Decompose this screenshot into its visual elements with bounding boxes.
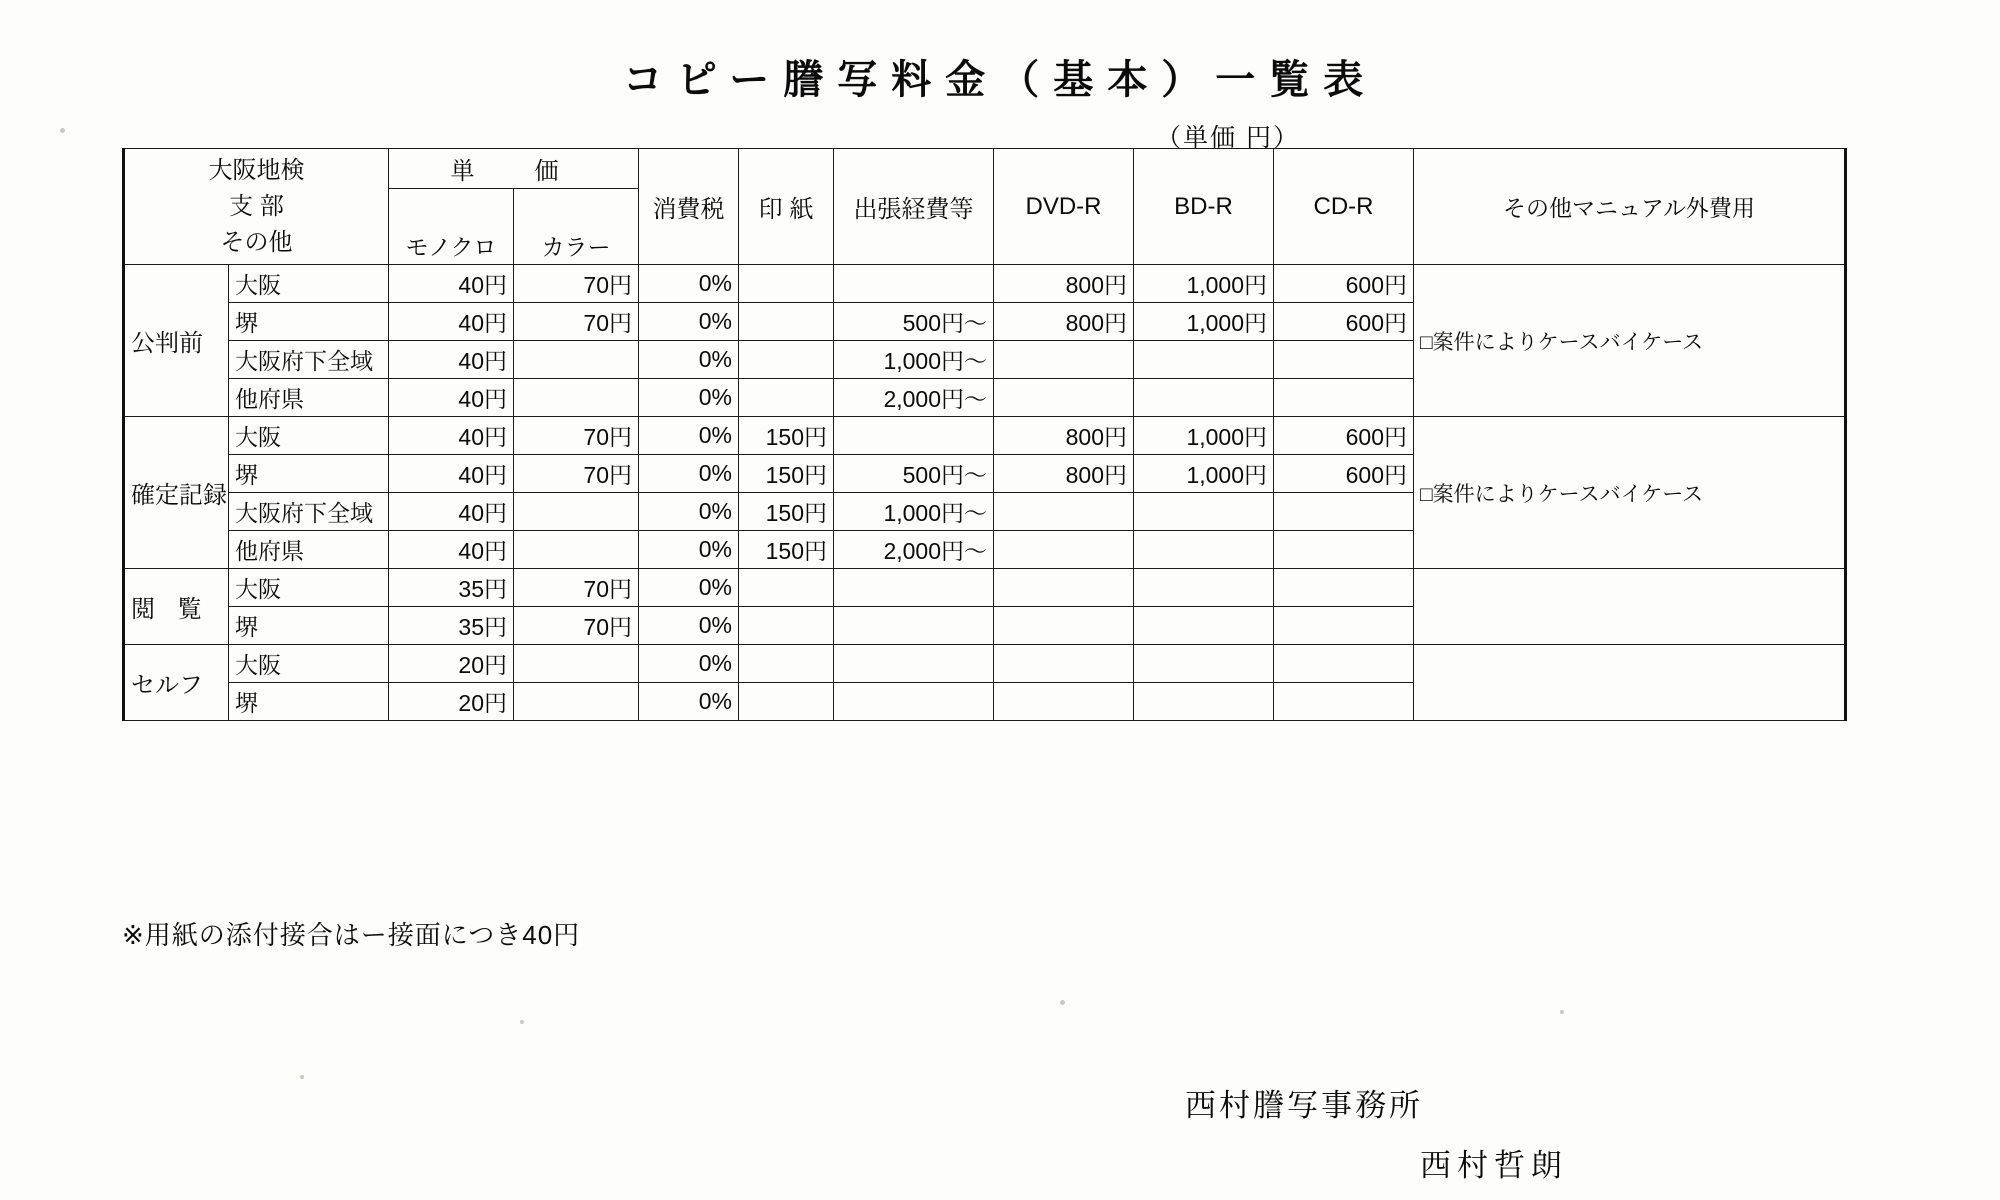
cell-stamp bbox=[739, 379, 834, 417]
cell-stamp bbox=[739, 607, 834, 645]
subregion-label: 他府県 bbox=[229, 531, 389, 569]
cell-bd bbox=[1134, 341, 1274, 379]
cell-tax: 0% bbox=[639, 303, 739, 341]
cell-bd bbox=[1134, 607, 1274, 645]
cell-color bbox=[514, 531, 639, 569]
group-label-kakuteikiroku: 確定記録 bbox=[124, 417, 229, 569]
header-dvd-r: DVD-R bbox=[994, 149, 1134, 265]
header-mono-spacer bbox=[389, 189, 514, 227]
cell-stamp bbox=[739, 569, 834, 607]
cell-stamp: 150円 bbox=[739, 455, 834, 493]
cell-dvd: 800円 bbox=[994, 417, 1134, 455]
cell-stamp: 150円 bbox=[739, 493, 834, 531]
cell-dvd bbox=[994, 379, 1134, 417]
cell-dvd bbox=[994, 569, 1134, 607]
cell-dvd: 800円 bbox=[994, 455, 1134, 493]
corner-line-1: 大阪地検 bbox=[208, 156, 305, 184]
header-tax: 消費税 bbox=[639, 149, 739, 265]
cell-tax: 0% bbox=[639, 379, 739, 417]
footnote: ※用紙の添付接合はー接面につき40円 bbox=[122, 920, 581, 950]
header-color: カラー bbox=[514, 227, 639, 265]
cell-mono: 40円 bbox=[389, 531, 514, 569]
cell-travel: 1,000円〜 bbox=[834, 493, 994, 531]
cell-stamp bbox=[739, 645, 834, 683]
header-unit-price: 単 価 bbox=[389, 149, 639, 189]
scan-speck bbox=[520, 1020, 524, 1024]
cell-misc-note bbox=[1414, 569, 1846, 645]
cell-bd bbox=[1134, 569, 1274, 607]
cell-color: 70円 bbox=[514, 265, 639, 303]
table-row bbox=[124, 645, 1846, 683]
subregion-label: 大阪 bbox=[229, 645, 389, 683]
corner-line-2: 支 部 bbox=[229, 192, 284, 220]
subregion-label: 堺 bbox=[229, 303, 389, 341]
cell-stamp: 150円 bbox=[739, 417, 834, 455]
header-cd-r: CD-R bbox=[1274, 149, 1414, 265]
cell-mono: 35円 bbox=[389, 569, 514, 607]
cell-cd bbox=[1274, 683, 1414, 721]
cell-color bbox=[514, 493, 639, 531]
cell-tax: 0% bbox=[639, 455, 739, 493]
cell-color bbox=[514, 645, 639, 683]
cell-misc-note: □案件によりケースバイケース bbox=[1414, 265, 1846, 417]
cell-dvd: 800円 bbox=[994, 303, 1134, 341]
cell-color: 70円 bbox=[514, 303, 639, 341]
cell-mono: 40円 bbox=[389, 493, 514, 531]
cell-travel: 1,000円〜 bbox=[834, 341, 994, 379]
cell-cd: 600円 bbox=[1274, 417, 1414, 455]
cell-stamp bbox=[739, 265, 834, 303]
scan-speck bbox=[60, 128, 65, 133]
cell-mono: 40円 bbox=[389, 341, 514, 379]
cell-mono: 20円 bbox=[389, 645, 514, 683]
table-row bbox=[124, 417, 1846, 455]
cell-bd bbox=[1134, 379, 1274, 417]
cell-misc-note: □案件によりケースバイケース bbox=[1414, 417, 1846, 569]
cell-mono: 40円 bbox=[389, 379, 514, 417]
corner-line-3: その他 bbox=[220, 228, 293, 256]
cell-travel bbox=[834, 645, 994, 683]
unit-note: （単価 円） bbox=[1156, 124, 1300, 152]
subregion-label: 大阪 bbox=[229, 417, 389, 455]
cell-dvd bbox=[994, 341, 1134, 379]
cell-tax: 0% bbox=[639, 265, 739, 303]
cell-dvd bbox=[994, 607, 1134, 645]
cell-travel bbox=[834, 607, 994, 645]
page-title: コピー謄写料金（基本）一覧表 bbox=[622, 58, 1378, 102]
cell-color: 70円 bbox=[514, 569, 639, 607]
cell-dvd bbox=[994, 531, 1134, 569]
office-name: 西村謄写事務所 bbox=[1185, 1088, 1423, 1123]
cell-tax: 0% bbox=[639, 493, 739, 531]
group-label-etsuran: 閲 覧 bbox=[124, 569, 229, 645]
table-header bbox=[124, 149, 1846, 265]
header-misc-cost: その他マニュアル外費用 bbox=[1414, 149, 1846, 265]
scan-speck bbox=[300, 1075, 304, 1079]
cell-dvd: 800円 bbox=[994, 265, 1134, 303]
header-travel-expense: 出張経費等 bbox=[834, 149, 994, 265]
cell-stamp bbox=[739, 303, 834, 341]
cell-cd: 600円 bbox=[1274, 455, 1414, 493]
cell-cd bbox=[1274, 341, 1414, 379]
cell-tax: 0% bbox=[639, 607, 739, 645]
subregion-label: 堺 bbox=[229, 607, 389, 645]
cell-tax: 0% bbox=[639, 569, 739, 607]
cell-color bbox=[514, 379, 639, 417]
cell-travel: 500円〜 bbox=[834, 303, 994, 341]
table-body bbox=[124, 265, 1846, 721]
cell-cd: 600円 bbox=[1274, 303, 1414, 341]
subregion-label: 堺 bbox=[229, 455, 389, 493]
cell-cd bbox=[1274, 607, 1414, 645]
cell-cd bbox=[1274, 493, 1414, 531]
header-bd-r: BD-R bbox=[1134, 149, 1274, 265]
cell-travel bbox=[834, 683, 994, 721]
header-corner-region bbox=[124, 149, 389, 265]
cell-tax: 0% bbox=[639, 531, 739, 569]
cell-bd bbox=[1134, 493, 1274, 531]
cell-mono: 40円 bbox=[389, 265, 514, 303]
subregion-label: 大阪府下全域 bbox=[229, 493, 389, 531]
cell-dvd bbox=[994, 645, 1134, 683]
cell-color: 70円 bbox=[514, 607, 639, 645]
subregion-label: 大阪 bbox=[229, 265, 389, 303]
cell-color: 70円 bbox=[514, 417, 639, 455]
price-table bbox=[122, 148, 1847, 721]
cell-bd: 1,000円 bbox=[1134, 265, 1274, 303]
cell-cd: 600円 bbox=[1274, 265, 1414, 303]
cell-color bbox=[514, 683, 639, 721]
group-label-kohanmae: 公判前 bbox=[124, 265, 229, 417]
cell-color bbox=[514, 341, 639, 379]
table-row bbox=[124, 569, 1846, 607]
cell-stamp bbox=[739, 683, 834, 721]
subregion-label: 大阪 bbox=[229, 569, 389, 607]
cell-cd bbox=[1274, 569, 1414, 607]
group-label-self: セルフ bbox=[124, 645, 229, 721]
cell-tax: 0% bbox=[639, 683, 739, 721]
cell-bd: 1,000円 bbox=[1134, 417, 1274, 455]
cell-bd: 1,000円 bbox=[1134, 455, 1274, 493]
cell-cd bbox=[1274, 379, 1414, 417]
cell-bd: 1,000円 bbox=[1134, 303, 1274, 341]
cell-travel bbox=[834, 569, 994, 607]
cell-tax: 0% bbox=[639, 645, 739, 683]
cell-mono: 40円 bbox=[389, 417, 514, 455]
cell-travel bbox=[834, 265, 994, 303]
scan-speck bbox=[1060, 1000, 1065, 1005]
cell-dvd bbox=[994, 493, 1134, 531]
cell-stamp: 150円 bbox=[739, 531, 834, 569]
cell-cd bbox=[1274, 645, 1414, 683]
cell-travel bbox=[834, 417, 994, 455]
cell-misc-note bbox=[1414, 645, 1846, 721]
cell-stamp bbox=[739, 341, 834, 379]
cell-bd bbox=[1134, 531, 1274, 569]
cell-dvd bbox=[994, 683, 1134, 721]
cell-travel: 2,000円〜 bbox=[834, 531, 994, 569]
cell-bd bbox=[1134, 683, 1274, 721]
cell-color: 70円 bbox=[514, 455, 639, 493]
cell-travel: 500円〜 bbox=[834, 455, 994, 493]
person-name: 西村哲朗 bbox=[1420, 1148, 1568, 1183]
cell-travel: 2,000円〜 bbox=[834, 379, 994, 417]
cell-mono: 40円 bbox=[389, 455, 514, 493]
subregion-label: 大阪府下全域 bbox=[229, 341, 389, 379]
header-monochrome: モノクロ bbox=[389, 227, 514, 265]
cell-mono: 20円 bbox=[389, 683, 514, 721]
table-row bbox=[124, 265, 1846, 303]
cell-cd bbox=[1274, 531, 1414, 569]
header-stamp: 印 紙 bbox=[739, 149, 834, 265]
subregion-label: 他府県 bbox=[229, 379, 389, 417]
cell-bd bbox=[1134, 645, 1274, 683]
header-color-spacer bbox=[514, 189, 639, 227]
scan-speck bbox=[1560, 1010, 1564, 1014]
cell-mono: 40円 bbox=[389, 303, 514, 341]
cell-mono: 35円 bbox=[389, 607, 514, 645]
subregion-label: 堺 bbox=[229, 683, 389, 721]
cell-tax: 0% bbox=[639, 341, 739, 379]
price-table-container bbox=[122, 148, 1847, 721]
cell-tax: 0% bbox=[639, 417, 739, 455]
